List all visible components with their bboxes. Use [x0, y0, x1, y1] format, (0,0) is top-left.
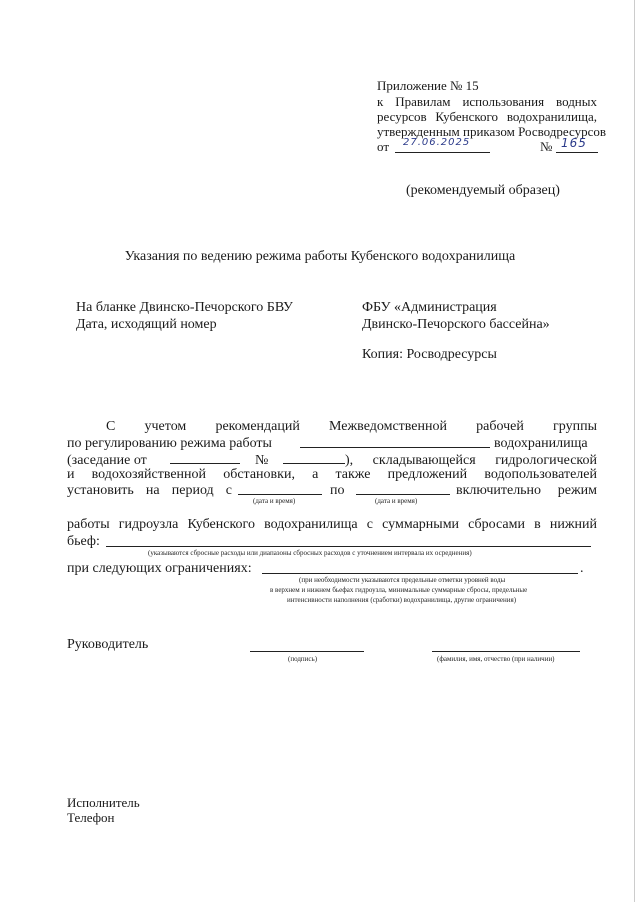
hint-discharge: (указываются сбросные расходы или диапазоны сбросных расходов с уточнением интервала их осреднения) — [148, 549, 472, 557]
recipient-copy: Копия: Росводресурсы — [362, 347, 497, 362]
body-line-3b: № — [255, 453, 269, 468]
name-line — [432, 651, 580, 652]
period-end-line — [356, 494, 450, 495]
hint-limits-2: в верхнем и нижнем бьефах гидроузла, минимальные суммарные сбросы, предельные — [270, 586, 528, 594]
sender-line-1: На бланке Двинско-Печорского БВУ — [76, 300, 293, 315]
body-line-3a: (заседание от — [67, 453, 147, 468]
body-line-2b: водохранилища — [494, 436, 588, 451]
body-line-5a: установить на период с — [67, 483, 232, 498]
recipient-line-1: ФБУ «Администрация — [362, 300, 497, 315]
phone-label: Телефон — [67, 810, 115, 825]
hint-limits-1: (при необходимости указываются предельные отметки уровней воды — [299, 576, 506, 584]
meeting-date-line — [170, 463, 240, 464]
body-line-5c: включительно режим — [456, 483, 597, 498]
body-line-8: при следующих ограничениях: — [67, 561, 252, 576]
reservoir-field-line — [300, 447, 490, 448]
document-title: Указания по ведению режима работы Кубенского водохранилища — [124, 249, 516, 264]
date-underline — [395, 152, 490, 153]
body-line-3c: ), складывающейся гидрологической — [345, 453, 597, 468]
hint-period-start: (дата и время) — [253, 497, 296, 505]
appendix-num-label: № — [540, 139, 553, 154]
hint-name: (фамилия, имя, отчество (при наличии) — [437, 655, 555, 663]
body-line-4: и водохозяйственной обстановки, а также предложений водопользователей — [67, 467, 597, 482]
handwritten-date: 27.06.2025 — [403, 137, 471, 148]
sender-line-2: Дата, исходящий номер — [76, 317, 217, 332]
body-line-7: бьеф: — [67, 534, 100, 549]
signature-line — [250, 651, 364, 652]
limits-field-line — [262, 573, 578, 574]
appendix-number: Приложение № 15 — [377, 78, 479, 93]
body-line-6: работы гидроузла Кубенского водохранилища с суммарными сбросами в нижний — [67, 517, 597, 532]
appendix-line-1: к Правилам использования водных — [377, 94, 597, 109]
executor-label: Исполнитель — [67, 795, 140, 810]
appendix-from-label: от — [377, 139, 390, 154]
period-start-line — [238, 494, 322, 495]
appendix-line-3: утвержденным приказом Росводресурсов — [377, 124, 606, 139]
body-line-1: С учетом рекомендаций Межведомственной рабочей группы — [106, 419, 597, 434]
hint-period-end: (дата и время) — [375, 497, 418, 505]
number-underline — [556, 152, 598, 153]
discharge-field-line — [106, 546, 591, 547]
scan-edge — [634, 0, 635, 902]
hint-limits-3: интенсивности наполнения (сработки) водохранилища, другие ограничения) — [287, 596, 517, 604]
hint-signature: (подпись) — [288, 655, 318, 663]
body-line-5b: по — [330, 483, 345, 498]
meeting-number-line — [283, 463, 345, 464]
appendix-line-2: ресурсов Кубенского водохранилища, — [377, 109, 597, 124]
limits-period: . — [580, 561, 584, 576]
sample-note: (рекомендуемый образец) — [406, 183, 560, 198]
recipient-line-2: Двинско-Печорского бассейна» — [362, 317, 550, 332]
body-line-2a: по регулированию режима работы — [67, 436, 272, 451]
handwritten-order-number: 165 — [561, 136, 587, 150]
signature-role: Руководитель — [67, 637, 149, 652]
